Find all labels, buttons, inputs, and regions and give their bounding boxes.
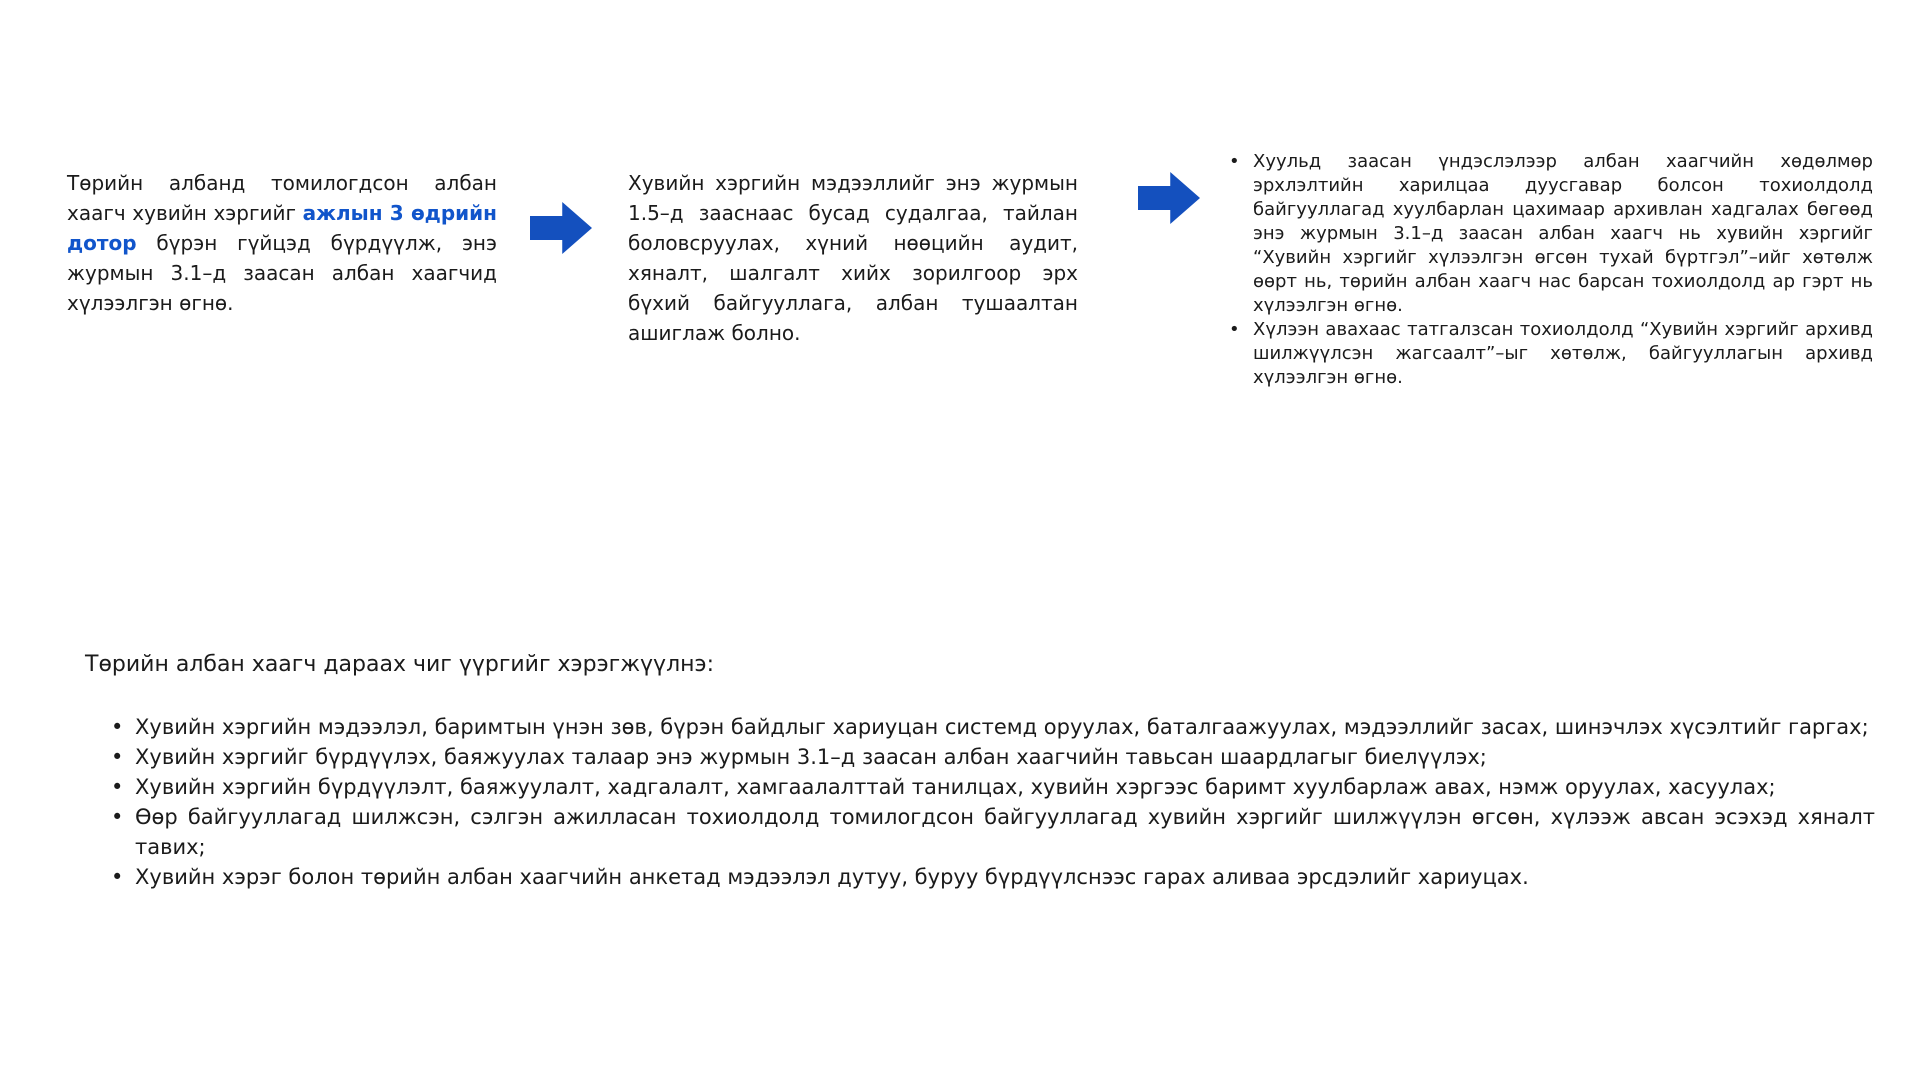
list-item: • Өөр байгууллагад шилжсэн, сэлгэн ажилласан тохиолдолд томилогдсон байгууллагад хувийн хэргийг шилжүүлэн өгсөн, хүлээж авсан эсэхэд хяналт тавих; bbox=[135, 802, 1875, 862]
duties-heading: Төрийн албан хаагч дараах чиг үүргийг хэрэгжүүлнэ: bbox=[85, 652, 715, 677]
step3-bullet-list bbox=[1253, 150, 1873, 390]
list-item: • Хувийн хэргийг бүрдүүлэх, баяжуулах талаар энэ журмын 3.1–д заасан албан хаагчийн тавьсан шаардлагыг биелүүлэх; bbox=[135, 742, 1875, 772]
list-item: • Хувийн хэрэг болон төрийн албан хаагчийн анкетад мэдээлэл дутуу, буруу бүрдүүлснээс гарах аливаа эрсдэлийг хариуцах. bbox=[135, 862, 1875, 892]
step2-paragraph: Хувийн хэргийн мэдээллийг энэ журмын 1.5–д зааснаас бусад судалгаа, тайлан боловсруулах, хүний нөөцийн аудит, хяналт, шалгалт хийх зорилгоор эрх бүхий байгууллага, албан тушаалтан ашиглаж болно. bbox=[628, 171, 1078, 345]
list-item: • Хувийн хэргийн бүрдүүлэлт, баяжуулалт, хадгалалт, хамгаалалттай танилцах, хувийн хэргээс баримт хуулбарлаж авах, нэмж оруулах, хасуулах; bbox=[135, 772, 1875, 802]
step1-text-post: бүрэн гүйцэд бүрдүүлж, энэ журмын 3.1–д заасан албан хаагчид хүлээлгэн өгнө. bbox=[67, 231, 497, 315]
arrow-right-icon bbox=[1138, 172, 1200, 224]
arrow-right-icon bbox=[530, 202, 592, 254]
step1-text-pre: Төрийн албанд томилогдсон албан хаагч хувийн хэргийг bbox=[67, 171, 497, 225]
list-item: • Хуульд заасан үндэслэлээр албан хаагчийн хөдөлмөр эрхлэлтийн харилцаа дуусгавар болсон тохиолдолд байгууллагад хуулбарлан цахимаар архивлан хадгалах бөгөөд энэ журмын 3.1–д заасан албан хаагч нь хувийн хэргийг “Хувийн хэргийг хүлээлгэн өгсөн тухай бүртгэл”–ийг хөтөлж өөрт нь, төрийн албан хаагч нас барсан тохиолдолд ар гэрт нь хүлээлгэн өгнө. bbox=[1253, 150, 1873, 318]
list-item: • Хувийн хэргийн мэдээлэл, баримтын үнэн зөв, бүрэн байдлыг хариуцан системд оруулах, баталгаажуулах, мэдээллийг засах, шинэчлэх хүсэлтийг гаргах; bbox=[135, 712, 1875, 742]
list-item: • Хүлээн авахаас татгалзсан тохиолдолд “Хувийн хэргийг архивд шилжүүлсэн жагсаалт”–ыг хөтөлж, байгууллагын архивд хүлээлгэн өгнө. bbox=[1253, 318, 1873, 390]
step1-paragraph bbox=[67, 168, 497, 318]
duties-bullet-list bbox=[135, 712, 1875, 892]
step1-highlighted-text: ажлын 3 өдрийн дотор bbox=[67, 201, 497, 255]
